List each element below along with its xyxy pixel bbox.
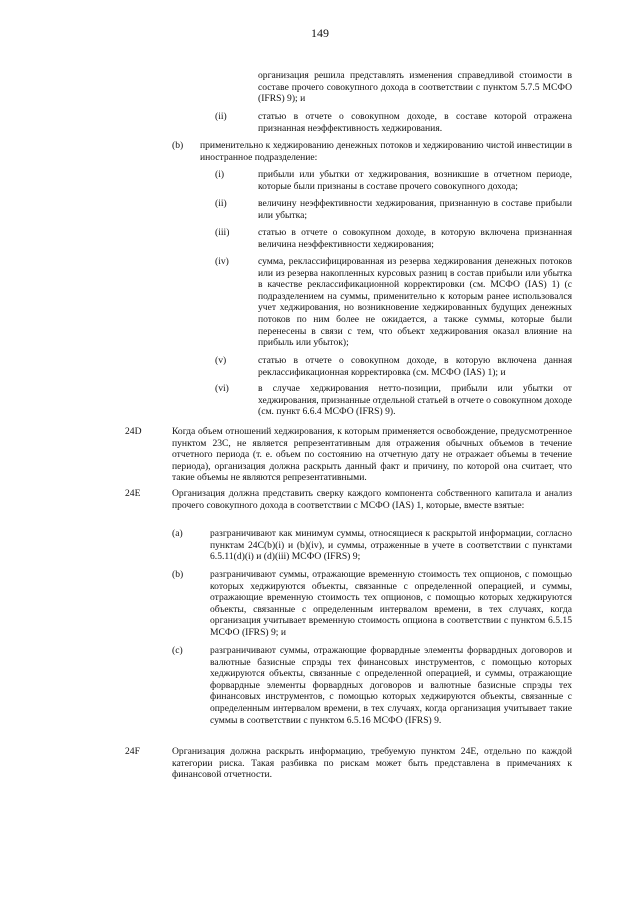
item-label: (v) bbox=[215, 355, 227, 366]
paragraph-number: 24D bbox=[125, 426, 142, 437]
subclause-text: применительно к хеджированию денежных потоков и хеджированию чистой инвестиции в иностранное подразделение: bbox=[200, 140, 572, 163]
paragraph-text: Организация должна представить сверку каждого компонента собственного капитала и анализ прочего совокупного дохода в соответствии с МСФО (IAS) 1, которые, вместе взятые: bbox=[172, 488, 572, 511]
subclause-text: разграничивают суммы, отражающие форвардные элементы форвардных договоров и валютные базисные спрэды тех финансовых инструментов, с помощью которых хеджируются объекты, связанные с определенной операцией, и суммы, отражающие форвардные элементы форвардных договоров и валютные базисные спрэды тех финансовых инструментов, с помощью которых хеджируются объекты, связанные с определенным интервалом времени, в тех случаях, когда организация учитывает такие суммы в соответствии с пунктом 6.5.16 МСФО (IFRS) 9. bbox=[210, 645, 572, 726]
paragraph-text: Когда объем отношений хеджирования, к которым применяется освобождение, предусмотренное пунктом 23С, не является репрезентативным для отражения обычных объемов в течение отчетного периода (т. е. объем по состоянию на отчетную дату не отражает объемы в течение периода), организация должна раскрыть данный факт и причину, по которой она считает, что такие объемы не являются репрезентативными. bbox=[172, 426, 572, 484]
item-label: (ii) bbox=[215, 198, 227, 209]
continuation-text: организация решила представлять изменения справедливой стоимости в составе прочего совокупного дохода в соответствии с пунктом 5.7.5 МСФО (IFRS) 9); и bbox=[258, 70, 572, 105]
item-text: прибыли или убытки от хеджирования, возникшие в отчетном периоде, которые были признаны в составе прочего совокупного дохода; bbox=[258, 169, 572, 192]
item-text: сумма, реклассифицированная из резерва хеджирования денежных потоков или из резерва накопленных курсовых разниц в состав прибыли или убытка в качестве реклассификационной корректировки (см. МСФО (IAS) 1) (с подразделением на суммы, применительно к которым ранее использовался учет хеджирования, но возникновение хеджированных будущих денежных потоков по ним более не ожидается, а также суммы, которые были перенесены в связи с тем, что объект хеджирования оказал влияние на прибыль или убыток); bbox=[258, 256, 572, 349]
subclause-text: разграничивают как минимум суммы, относящиеся к раскрытой информации, согласно пунктам 24С(b)(i) и (b)(iv), и суммы, отраженные в учете в соответствии с пунктами 6.5.11(d)(i) и (d)(iii) МСФО (IFRS) 9; bbox=[210, 528, 572, 563]
page-number: 149 bbox=[311, 26, 329, 40]
item-text: статью в отчете о совокупном доходе, в которую включена данная реклассификационная корректировка (см. МСФО (IAS) 1); и bbox=[258, 355, 572, 378]
item-text: статью в отчете о совокупном доходе, в составе которой отражена признанная неэффективность хеджирования. bbox=[258, 111, 572, 134]
subclause-label: (a) bbox=[172, 528, 183, 539]
item-label: (iv) bbox=[215, 256, 229, 267]
paragraph-number: 24F bbox=[125, 746, 140, 757]
subclause-text: разграничивают суммы, отражающие временную стоимость тех опционов, с помощью которых хеджируются объекты, связанные с определенной операцией, и суммы, отражающие временную стоимость тех опционов, с помощью которых хеджируются объекты, связанные с определенным интервалом времени, в тех случаях, когда организация учитывает временную стоимость опциона в соответствии с пунктом 6.5.15 МСФО (IFRS) 9; и bbox=[210, 569, 572, 638]
item-text: статью в отчете о совокупном доходе, в которую включена признанная величина неэффективности хеджирования; bbox=[258, 227, 572, 250]
item-label: (ii) bbox=[215, 111, 227, 122]
item-text: величину неэффективности хеджирования, признанную в составе прибыли или убытка; bbox=[258, 198, 572, 221]
subclause-label: (c) bbox=[172, 645, 183, 656]
item-label: (vi) bbox=[215, 383, 229, 394]
item-label: (iii) bbox=[215, 227, 230, 238]
paragraph-text: Организация должна раскрыть информацию, требуемую пунктом 24Е, отдельно по каждой категории риска. Такая разбивка по рискам может быть представлена в примечаниях к финансовой отчетности. bbox=[172, 746, 572, 781]
item-label: (i) bbox=[215, 169, 225, 180]
paragraph-number: 24E bbox=[125, 488, 141, 499]
subclause-label: (b) bbox=[172, 140, 184, 151]
subclause-label: (b) bbox=[172, 569, 184, 580]
item-text: в случае хеджирования нетто-позиции, прибыли или убытки от хеджирования, признанные отдельной статьей в отчете о совокупном доходе (см. пункт 6.6.4 МСФО (IFRS) 9). bbox=[258, 383, 572, 418]
